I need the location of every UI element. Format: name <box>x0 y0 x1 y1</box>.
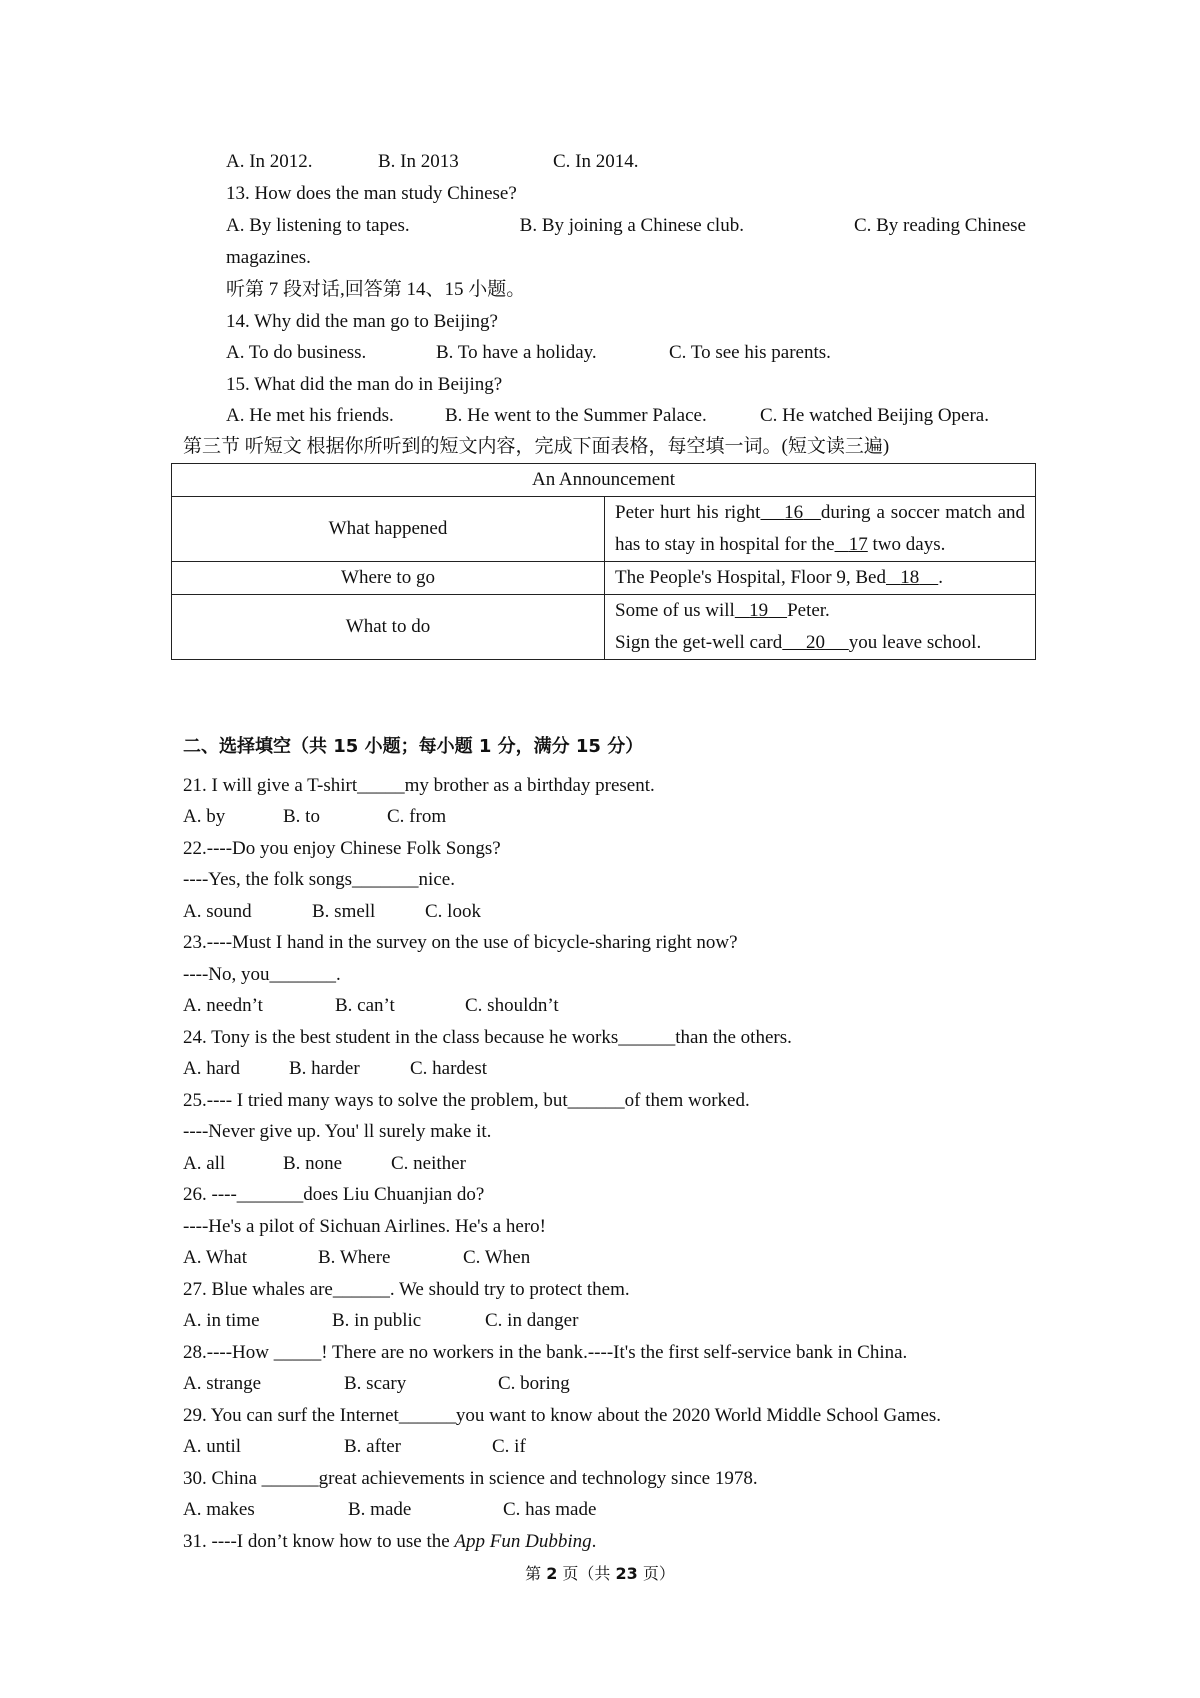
blank-18-number: 18 <box>900 567 920 588</box>
q27-options <box>183 1309 578 1333</box>
q21-option-a: A. by <box>183 806 226 827</box>
q22-option-c: C. look <box>425 901 481 922</box>
text-segment: Sign the get-well card <box>615 632 783 653</box>
announcement-table <box>171 463 1036 660</box>
q24-options <box>183 1057 487 1081</box>
q21-option-b: B. to <box>283 806 320 827</box>
blank-17-number: 17 <box>848 534 868 555</box>
q12-option-c: C. In 2014. <box>553 151 639 172</box>
q26-option-c: C. When <box>463 1247 531 1268</box>
q24-option-b: B. harder <box>289 1058 360 1079</box>
q25-option-c: C. neither <box>391 1153 466 1174</box>
text-segment: Peter. <box>787 600 830 621</box>
blank-19 <box>735 600 787 621</box>
row-label-where-to-go: Where to go <box>172 562 605 595</box>
q26-options <box>183 1246 530 1270</box>
text-segment: during a soccer match and has to stay in hospital for the <box>615 502 1026 555</box>
table-row-where-to-go <box>172 562 1036 595</box>
q25-question: 25.---- I tried many ways to solve the problem, but______of them worked. <box>183 1090 750 1111</box>
q15-option-c: C. He watched Beijing Opera. <box>760 405 989 426</box>
blank-19-number: 19 <box>749 600 769 621</box>
blank-17 <box>835 534 868 555</box>
q29-option-c: C. if <box>492 1436 526 1457</box>
q30-options <box>183 1498 596 1522</box>
q12-options <box>226 150 639 174</box>
q14-options <box>226 341 831 365</box>
row-value-what-to-do <box>605 595 1036 660</box>
q14-option-a: A. To do business. <box>226 342 367 363</box>
row-value-what-happened <box>605 497 1036 562</box>
text-segment: you leave school. <box>848 632 982 653</box>
page-footer <box>0 1561 1200 1584</box>
q31-question <box>183 1530 596 1554</box>
text-segment: Some of us will <box>615 600 735 621</box>
q25-options <box>183 1152 466 1176</box>
q13-options <box>226 214 1026 238</box>
blank-20 <box>782 632 849 653</box>
q21-question: 21. I will give a T-shirt_____my brother as a birthday present. <box>183 775 655 796</box>
q22-question: 22.----Do you enjoy Chinese Folk Songs? <box>183 838 501 859</box>
q23-option-a: A. needn’t <box>183 995 263 1016</box>
q14-question: 14. Why did the man go to Beijing? <box>226 311 498 332</box>
q27-option-c: C. in danger <box>485 1310 579 1331</box>
q21-option-c: C. from <box>387 806 447 827</box>
q24-question: 24. Tony is the best student in the class because he works______than the others. <box>183 1027 792 1048</box>
q15-options <box>226 404 989 428</box>
q15-option-b: B. He went to the Summer Palace. <box>445 405 707 426</box>
q13-option-c: C. By reading Chinese <box>853 215 1026 236</box>
q31-app-name: App Fun Dubbing <box>454 1531 592 1552</box>
q15-question: 15. What did the man do in Beijing? <box>226 374 503 395</box>
blank-18 <box>886 567 938 588</box>
q23-option-c: C. shouldn’t <box>465 995 559 1016</box>
q28-option-a: A. strange <box>183 1373 262 1394</box>
q15-option-a: A. He met his friends. <box>226 405 394 426</box>
q29-question: 29. You can surf the Internet______you want to know about the 2020 World Middle School Games. <box>183 1405 942 1426</box>
table-row-what-to-do <box>172 595 1036 660</box>
q30-option-a: A. makes <box>183 1499 255 1520</box>
q23-question: 23.----Must I hand in the survey on the use of bicycle-sharing right now? <box>183 932 738 953</box>
q28-option-b: B. scary <box>344 1373 407 1394</box>
q30-question: 30. China ______great achievements in science and technology since 1978. <box>183 1468 758 1489</box>
q29-options <box>183 1435 526 1459</box>
row-label-what-happened: What happened <box>172 497 605 562</box>
blank-20-number: 20 <box>806 632 826 653</box>
q30-option-b: B. made <box>348 1499 412 1520</box>
text-segment: The People's Hospital, Floor 9, Bed <box>615 567 886 588</box>
part2-heading: 二、选择填空（共 15 小题；每小题 1 分，满分 15 分） <box>183 736 644 757</box>
footer-text: 页） <box>637 1564 675 1583</box>
q24-option-a: A. hard <box>183 1058 240 1079</box>
q27-option-a: A. in time <box>183 1310 260 1331</box>
blank-16 <box>760 502 820 523</box>
q21-options <box>183 805 446 829</box>
q26-question: 26. ----_______does Liu Chuanjian do? <box>183 1184 485 1205</box>
q14-option-b: B. To have a holiday. <box>436 342 597 363</box>
text-segment: . <box>938 567 943 588</box>
q28-question: 28.----How _____! There are no workers in the bank.----It's the first self-service bank in China. <box>183 1342 908 1363</box>
q31-punct: . <box>591 1531 597 1552</box>
q25-option-a: A. all <box>183 1153 226 1174</box>
instruction-dialogue-7: 听第 7 段对话,回答第 14、15 小题。 <box>226 279 526 300</box>
q24-option-c: C. hardest <box>410 1058 488 1079</box>
q22-option-b: B. smell <box>312 901 376 922</box>
table-row-what-happened <box>172 497 1036 562</box>
q12-option-b: B. In 2013 <box>378 151 459 172</box>
q23-option-b: B. can’t <box>335 995 395 1016</box>
q22-options <box>183 900 481 924</box>
q31-text: 31. ----I don’t know how to use the <box>183 1531 455 1552</box>
q23-options <box>183 994 559 1018</box>
footer-page-number: 2 <box>546 1564 558 1583</box>
text-segment: Peter hurt his right <box>615 502 761 523</box>
footer-text: 第 <box>525 1564 547 1583</box>
q28-options <box>183 1372 570 1396</box>
q27-question: 27. Blue whales are______. We should try to protect them. <box>183 1279 630 1300</box>
q22-answer-line: ----Yes, the folk songs_______nice. <box>183 869 455 890</box>
table-title: An Announcement <box>172 464 1036 497</box>
blank-16-number: 16 <box>784 502 804 523</box>
row-value-where-to-go <box>605 562 1036 595</box>
q13-option-a: A. By listening to tapes. <box>226 215 410 236</box>
q29-option-b: B. after <box>344 1436 401 1457</box>
q30-option-c: C. has made <box>503 1499 597 1520</box>
q12-option-a: A. In 2012. <box>226 151 313 172</box>
q26-option-b: B. Where <box>318 1247 391 1268</box>
q25-answer-line: ----Never give up. You' ll surely make it. <box>183 1121 492 1142</box>
q23-answer-line: ----No, you_______. <box>183 964 341 985</box>
text-segment: two days. <box>872 534 946 555</box>
q13-option-b: B. By joining a Chinese club. <box>519 215 744 236</box>
q14-option-c: C. To see his parents. <box>669 342 831 363</box>
q29-option-a: A. until <box>183 1436 242 1457</box>
row-label-what-to-do: What to do <box>172 595 605 660</box>
q25-option-b: B. none <box>283 1153 343 1174</box>
footer-text: 页（共 <box>557 1564 616 1583</box>
section3-heading: 第三节 听短文 根据你所听到的短文内容，完成下面表格，每空填一词。(短文读三遍) <box>183 436 890 457</box>
footer-total-pages: 23 <box>615 1564 638 1583</box>
q26-answer-line: ----He's a pilot of Sichuan Airlines. He's a hero! <box>183 1216 546 1237</box>
q26-option-a: A. What <box>183 1247 248 1268</box>
q28-option-c: C. boring <box>498 1373 570 1394</box>
q22-option-a: A. sound <box>183 901 252 922</box>
q13-question: 13. How does the man study Chinese? <box>226 183 517 204</box>
q27-option-b: B. in public <box>332 1310 422 1331</box>
q13-continuation: magazines. <box>226 247 311 268</box>
